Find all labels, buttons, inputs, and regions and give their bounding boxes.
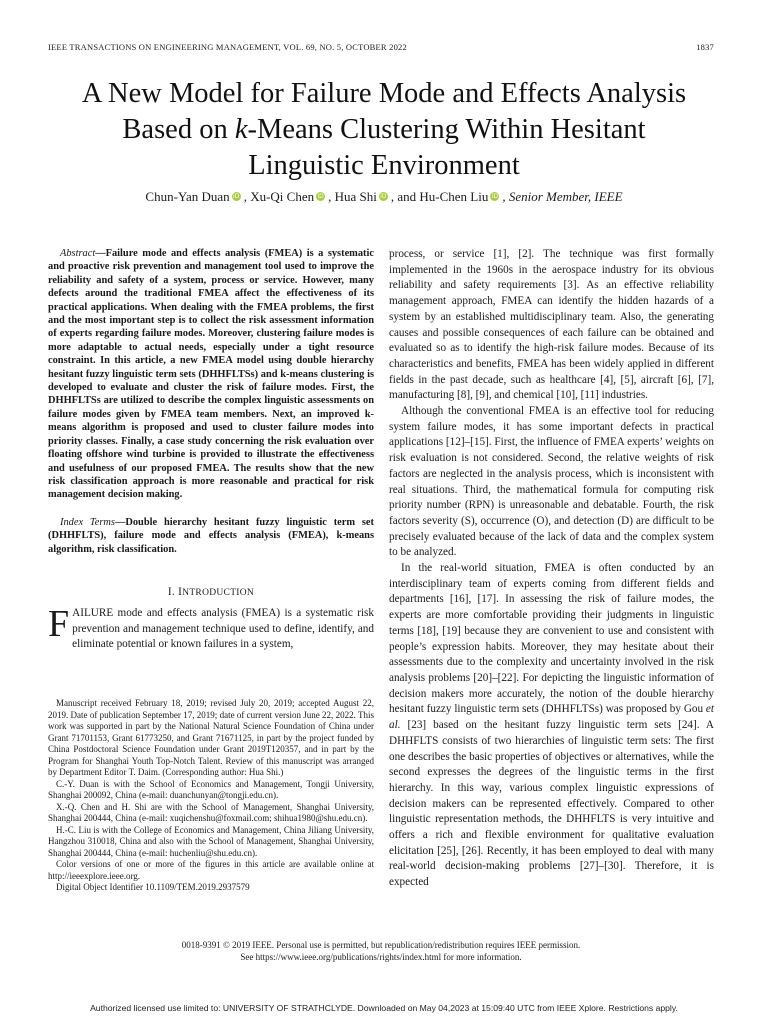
orcid-icon[interactable]: iD <box>233 193 240 200</box>
paragraph: Although the conventional FMEA is an effective tool for reducing system failure modes, it has some important defects in practical applications [12]–[15]. First, the influence of FMEA experts’ weights on risk evaluation is not considered. Second, the relative weights of risk factors are neglected in the analysis process, which is inconsistent with real situations. Third, the mathematical formula for computing risk priority number (RPN) is unreasonable and debatable. Fourth, the risk factors severity (S), occurrence (O), and detection (D) are difficult to be precisely evaluated because of the lack of data and the complex system to be analyzed. <box>389 405 714 559</box>
abstract-label: Abstract <box>60 248 96 259</box>
title-line-2: Based on k-Means Clustering Within Hesitant <box>122 114 646 145</box>
section-heading-introduction: I. INTRODUCTION <box>167 586 255 598</box>
author-list <box>40 188 728 206</box>
introduction-paragraph <box>48 603 374 653</box>
right-column-text <box>389 247 714 891</box>
footnote-color-versions: Color versions of one or more of the figures in this article are available online at http://ieeexplore.ieee.org. <box>48 859 374 881</box>
author-4: , and Hu-Chen Liu <box>390 189 489 204</box>
footnote-affiliation: H.-C. Liu is with the College of Economics and Management, China Jiliang University, Hangzhou 310018, China and also with the School of Management, Shanghai University, Shanghai 200444, China (e-mail: huchenliu@shu.edu.cn). <box>48 824 374 858</box>
index-terms-label: Index Terms <box>60 517 115 528</box>
running-header <box>48 42 714 56</box>
introduction-text: AILURE mode and effects analysis (FMEA) is a systematic risk prevention and management technique used to define, identify, and eliminate potential or known failures in a system, <box>72 607 374 651</box>
abstract-text: —Failure mode and effects analysis (FMEA) is a systematic and proactive risk prevention and management tool used to improve the reliability and safety of a system, process or service. However, many defects around the traditional FMEA affect the effectiveness of its practical applications. When dealing with the FMEA problems, the first and the most important step is to collect the risk assessment information of experts regarding failure modes. Moreover, clustering failure modes is more adaptable to actual needs, especially under a tight resource constraint. In this article, a new FMEA model using double hierarchy hesitant fuzzy linguistic term sets (DHHFLTSs) and k-means clustering is developed to evaluate and cluster the risk of failure modes. First, the DHHFLTSs are utilized to describe the complex linguistic assessments on failure modes given by FMEA team members. Next, an improved k-means algorithm is proposed and used to cluster failure modes into priority classes. Finally, a case study concerning the risk evaluation over floating offshore wind turbine is provided to illustrate the effectiveness and usefulness of our proposed FMEA. The results show that the new risk classification approach is more reasonable and practical for risk management decision making. <box>48 248 374 501</box>
index-terms <box>48 516 374 556</box>
paragraph: process, or service [1], [2]. The technique was first formally implemented in the 1960s in the aerospace industry for its obvious reliability and safety requirements [3]. As an effective reliability management approach, FMEA can identify the hidden hazards of a system by an established multidisciplinary team. Also, the generating causes and possible consequences of each failure can be obtained and evaluated so as to identify the high-risk failure modes. Because of its characteristics and benefits, FMEA has been widely applied in different fields in the past decade, such as healthcare [4], [5], aircraft [6], [7], manufacturing [8], [9], and chemical [10], [11] industries. <box>389 248 714 402</box>
orcid-icon[interactable]: iD <box>317 193 324 200</box>
footnote-manuscript: Manuscript received February 18, 2019; revised July 20, 2019; accepted August 22, 2019. Date of publication September 17, 2019; date of current version June 22, 2022. This work was supported in part by the National Natural Science Foundation of China under Grant 71701153, Grant 61773250, and Grant 71671125, in part by the project funded by China Postdoctoral Science Foundation under Grant 2019T120357, and in part by the Program for Shanghai Youth Top-Notch Talent. Review of this manuscript was arranged by Department Editor T. Daim. (Corresponding author: Hua Shi.) <box>48 698 374 777</box>
author-1: Chun-Yan Duan <box>145 189 230 204</box>
page-number: 1837 <box>696 42 714 52</box>
first-page-footnote <box>48 698 374 894</box>
author-2: , Xu-Qi Chen <box>243 189 315 204</box>
footnote-affiliation: C.-Y. Duan is with the School of Economics and Management, Tongji University, Shanghai 200092, China (e-mail: duanchunyan@tongji.edu.cn). <box>48 778 374 800</box>
author-3: , Hua Shi <box>328 189 377 204</box>
drop-cap: F <box>48 603 70 645</box>
index-terms-text: —Double hierarchy hesitant fuzzy linguistic term set (DHHFLTS), failure mode and effects analysis (FMEA), k-means algorithm, risk classification. <box>48 517 374 555</box>
title-line-1: A New Model for Failure Mode and Effects Analysis <box>81 78 687 109</box>
copyright-notice: 0018-9391 © 2019 IEEE. Personal use is permitted, but republication/redistribution requires IEEE permission. See https://www.ieee.org/publications/rights/index.html for more information. <box>181 940 581 962</box>
journal-name: IEEE TRANSACTIONS ON ENGINEERING MANAGEMENT, VOL. 69, NO. 5, OCTOBER 2022 <box>48 42 407 52</box>
paragraph: In the real-world situation, FMEA is often conducted by an interdisciplinary team of experts coming from different fields and departments [16], [17]. In assessing the risk of failure modes, the experts are more comfortable providing their judgments in linguistic terms [18], [19] because they are convenient to use and consistent with people’s expression habits. Moreover, they may hesitate about their assessments due to the complexity and uncertainty involved in the risk analysis problems [20]–[22]. For depicting the linguistic information of decision makers more accurately, the notion of the double hierarchy hesitant fuzzy linguistic term sets (DHHFLTSs) was proposed by Gou et al. [23] based on the hesitant fuzzy linguistic term sets [24]. A DHHFLTS consists of two hierarchies of linguistic term sets: The first one describes the basic properties of objectives or alternatives, while the second expresses the degrees of the linguistic terms in the first hierarchy. In this way, various complex linguistic expressions of decision makers can be represented effectively. Compared to other linguistic representation methods, the DHHFLTS is very intuitive and offers a rich and flexible environment for qualitative evaluation elicitation [25], [26]. Recently, it has been employed to deal with many real-world decision-making problems [27]–[30]. Therefore, it is expected <box>389 562 714 889</box>
abstract <box>48 247 374 502</box>
footnote-affiliation: X.-Q. Chen and H. Shi are with the School of Management, Shanghai University, Shanghai 200444, China (e-mail: xuqichenshu@foxmail.com; shihua1980@shu.edu.cn). <box>48 801 374 823</box>
footnote-doi: Digital Object Identifier 10.1109/TEM.2019.2937579 <box>56 882 250 892</box>
orcid-icon[interactable]: iD <box>380 193 387 200</box>
paper-title <box>40 76 728 184</box>
orcid-icon[interactable]: iD <box>491 193 498 200</box>
author-4-membership: , Senior Member, IEEE <box>502 189 623 204</box>
title-line-3: Linguistic Environment <box>248 150 520 181</box>
license-footer: Authorized licensed use limited to: UNIVERSITY OF STRATHCLYDE. Downloaded on May 04,2023 at 15:09:40 UTC from IEEE Xplore. Restrictions apply. <box>90 1003 678 1013</box>
